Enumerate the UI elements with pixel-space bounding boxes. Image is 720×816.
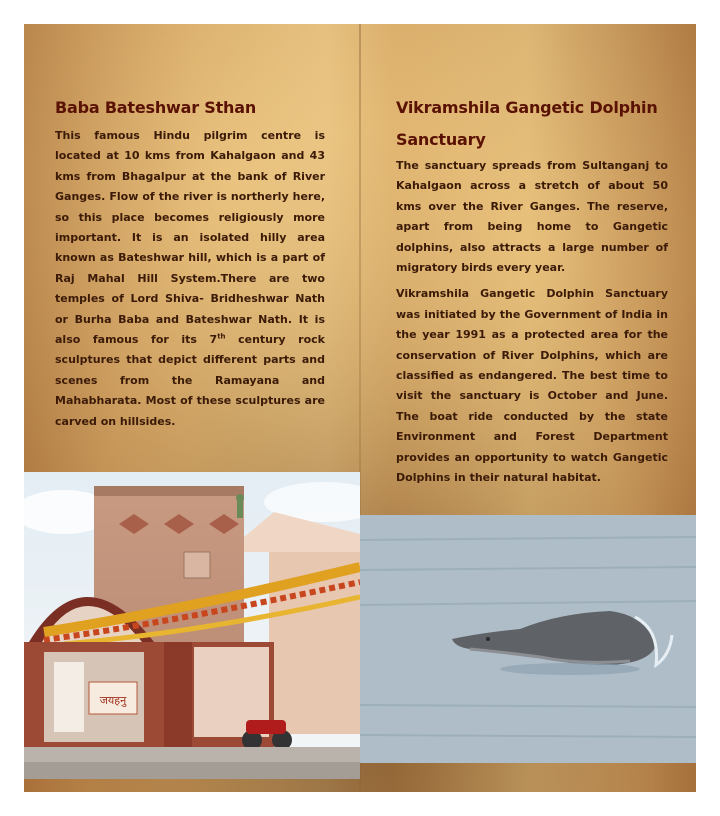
sanctuary-paragraph-1: The sanctuary spreads from Sultanganj to Kahalgaon across a stretch of about 50 kms over the River Ganges. The reserve, apart from being home to Gangetic dolphins, also attracts a large number of migratory birds every year. (396, 159, 668, 275)
dolphin-photo (360, 515, 696, 763)
brochure-page (24, 24, 696, 792)
bateshwar-description: This famous Hindu pilgrim centre is located at 10 kms from Kahalgaon and 43 kms from Bhagalpur at the bank of River Ganges. Flow of the river is northerly here, so this place becomes religiously more important. It is an isolated hilly area known as Bateshwar hill, which is a part of Raj Mahal Hill System.There are two temples of Lord Shiva- Bridheshwar Nath or Burha Baba and Bateshwar Nath. It is also famous for its 7th century rock sculptures that depict different parts and scenes from the Ramayana and Mahabharata. Most of these sculptures are carved on hillsides. (55, 129, 325, 428)
temple-sign-text: जयहनु (99, 694, 127, 707)
temple-photo (24, 472, 360, 779)
dolphin-sanctuary-title: Vikramshila Gangetic Dolphin Sanctuary (396, 98, 658, 149)
temple-illustration (24, 472, 360, 779)
sanctuary-paragraph-2: Vikramshila Gangetic Dolphin Sanctuary was initiated by the Government of India in the year 1991 as a protected area for the conservation of River Dolphins, which are classified as endangered. The best time to visit the sanctuary is October and June. The boat ride conducted by the state Environment and Forest Department provides an opportunity to watch Gangetic Dolphins in their natural habitat. (396, 287, 668, 485)
left-column (55, 92, 325, 438)
bateshwar-title: Baba Bateshwar Sthan (55, 98, 257, 117)
dolphin-illustration (360, 515, 696, 763)
right-column (396, 92, 668, 495)
